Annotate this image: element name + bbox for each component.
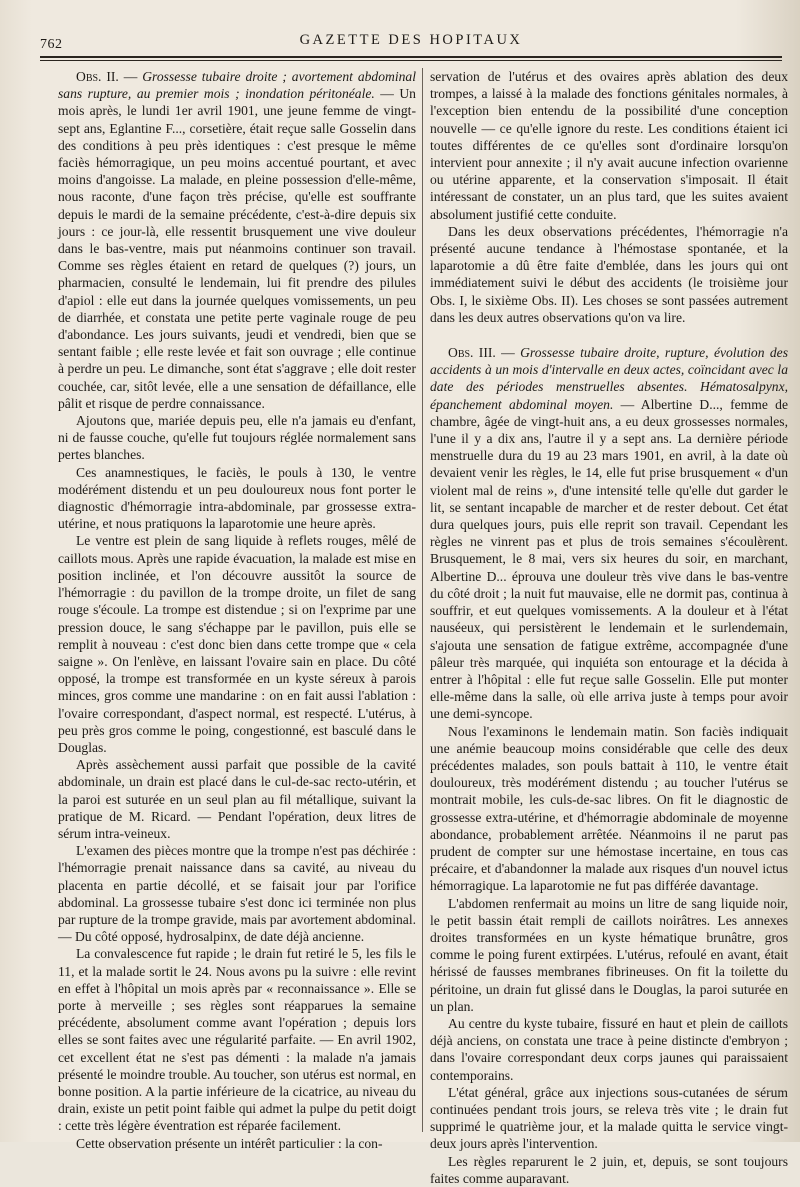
paragraph: L'abdomen renfermait au moins un litre de sang liquide noir, le petit bassin était rempli de caillots noirâtres. Les annexes droites transformées en un kyste hématique brunâtre, gros comme le poing furent extirpées. L'utérus, refoulé en avant, était hérissé de fausses membranes fibrineuses. On fit la toilette du péritoine, un drain fut glissé dans le Douglas, la paroi suturée en un plan. [430,895,788,1014]
observation-text: — Albertine D..., femme de chambre, âgée de vingt-huit ans, a eu deux grossesses normales, l'une il y a dix ans, l'autre il y a sept ans. La dernière période menstruelle dura du 19 au 23 mars 1901, en avril, à la date où devaient venir les règles, le 14, elle fut prise brusquement « d'un violent mal de reins », d'une intensité telle qu'elle dut garder le lit, se sentant incapable de marcher et de rester debout. Cet état dura quelques jours, puis elle reprit son travail. Cependant les règles ne vinrent pas et plus de trois semaines s'écoulèrent. Brusquement, le 8 mai, vers six heures du soir, en marchant, Albertine D... éprouva une douleur très vive dans le bas-ventre du côté droit ; la nuit fut mauvaise, elle ne dormit pas, continua à souffrir, et eut quelques vomissements. A la douleur et à l'état nauséeux, qui persistèrent le lendemain et le surlendemain, s'ajouta une sensation de fatigue extrême, accompagnée d'une pâleur très marquée, qui inquiéta son entourage et la décida à entrer à l'hôpital : elle fut reçue salle Gosselin. Elle put monter elle-même dans la salle, où elle arriva juste à temps pour avoir une demi-syncope. [430,396,788,722]
paragraph: Au centre du kyste tubaire, fissuré en haut et plein de caillots déjà anciens, on constata une trace à peine distincte d'embryon ; dans l'ovaire correspondant deux corps jaunes qui paraissaient contemporains. [430,1015,788,1083]
paragraph: Les règles reparurent le 2 juin, et, depuis, se sont toujours faites comme auparavant. [430,1153,788,1186]
page-number: 762 [40,37,63,52]
paragraph: Nous l'examinons le lendemain matin. Son faciès indiquait une anémie beaucoup moins considérable que celle des deux précédentes malades, son pouls battait à 110, le ventre était douloureux, très modérément distendu ; au toucher l'utérus se montrait mobile, les culs-de-sac libres. On fit le diagnostic de grossesse extra-utérine, et d'hémorragie abdominale de moyenne abondance, probablement arrêtée. Néanmoins il ne parut pas prudent de compter sur une hémostase incertaine, en tous cas précaire, et d'abandonner la malade aux risques d'un nouvel ictus hémorragique. La laparotomie ne fut pas différée davantage. [430,723,788,894]
paragraph: Le ventre est plein de sang liquide à reflets rouges, mêlé de caillots mous. Après une rapide évacuation, la malade est mise en position inclinée, et l'on découvre aussitôt la source de l'hémorragie : du pavillon de la trompe droite, un filet de sang rouge s'écoule. La trompe est distendue ; si on l'exprime par une pression douce, le sang s'échappe par le pavillon, puis elle se remplit à nouveau : c'est donc bien dans cette trompe que « cela saigne ». On l'enlève, en laissant l'ovaire sain en place. Du côté opposé, la trompe est transformée en un kyste séreux à parois minces, gros comme une mandarine : on en fait aussi l'ablation : l'ovaire correspondant, d'aspect normal, est respecté. L'utérus, à peu près gros comme le poing, congestionné, est basculé dans le Douglas. [58,533,416,755]
paragraph: Après assèchement aussi parfait que possible de la cavité abdominale, un drain est placé dans le cul-de-sac recto-utérin, et la paroi est suturée en un seul plan au fil métallique, suivant la pratique de M. Ricard. — Pendant l'opération, deux litres de sérum intra-veineux. [58,757,416,841]
observation-title: Grossesse tubaire droite ; avortement abdominal sans rupture, au premier mois ; inondation péritonéale. [58,69,416,102]
observation-label: Obs. III. [448,345,496,361]
observation-label: Obs. II. [76,69,119,84]
paragraph: L'état général, grâce aux injections sous-cutanées de sérum continuées pendant trois jours, se releva très vite ; le drain fut supprimé le quatrième jour, et la malade quitta le service vingt-deux jours après l'intervention. [430,1084,788,1152]
header-rule-thin [40,60,782,61]
observation-title: Grossesse tubaire droite, rupture, évolution des accidents à un mois d'intervalle en deux actes, coïncidant avec la date des périodes menstruelles absentes. Hématosalpynx, épanchement abdominal moyen. [430,345,788,412]
paragraph: Cette observation présente un intérêt particulier : la con- [76,1135,383,1151]
observation-paragraph: Obs. II. — Grossesse tubaire droite ; avortement abdominal sans rupture, au premier mois ; inondation péritonéale. — Un mois après, le lundi 1er avril 1901, une jeune femme de vingt-sept ans, Eglantine F..., corsetière, était reçue salle Gosselin dans des conditions à peu près identiques : c'est presque le même faciès hémorragique, un peu moins accentué pourtant, et avec moins d'angoisse. La malade, en pleine possession d'elle-même, nous raconte, d'une façon très précise, qu'elle est souffrante depuis le mardi de la semaine précédente, c'est-à-dire depuis six jours : ce jour-là, elle ressentit brusquement une vive douleur dans le bas-ventre, mais put néanmoins continuer son travail. Comme ses règles étaient en retard de quelques (?) jours, un pharmacien, consulté le lendemain, lui fit prendre des pilules d'apiol : elle eut dans la journée quelques vomissements, un peu de diarrhée, et constata une petite perte vaginale rouge de peu d'abondance. Les jours suivants, jeudi et vendredi, bien que se sentant faible ; elle reste levée et fait son ouvrage ; elle continue à perdre un peu. Le dimanche, sont état s'aggrave ; elle doit rester couchée, car, sitôt levée, elle a une sensation de défaillance, elle pâlit et risque de perdre connaissance. [58,69,416,411]
paragraph: Ajoutons que, mariée depuis peu, elle n'a jamais eu d'enfant, ni de fausse couche, qu'elle fut toujours réglée normalement sans pertes blanches. [58,413,416,463]
paragraph: Dans les deux observations précédentes, l'hémorragie n'a présenté aucune tendance à l'hémostase spontanée, et la laparotomie a dû être faite d'emblée, dans les jours qui ont immédiatement suivi le début des accidents (le troisième jour Obs. I, le sixième Obs. II). Les choses se sont passées autrement dans les deux autres observations qu'on va lire. [430,223,788,325]
right-column [430,68,788,1186]
journal-title: GAZETTE DES HOPITAUX [299,32,523,48]
paragraph: servation de l'utérus et des ovaires après ablation des deux trompes, a laissé à la malade des fonctions génitales normales, à l'exception bien entendu de la possibilité d'une conception nouvelle — ce qu'elle ignore du reste. Les conditions étaient ici toutes différentes de ce qu'elles sont d'ordinaire lorsqu'on intervient pour annexite ; il n'y avait aucune infection ovarienne ou utérine apparente, et la conservation s'imposait. Il était intéressant de constater, un an plus tard, que les suites avaient absolument justifié cette conduite. [430,69,788,222]
page-header [40,31,782,51]
paragraph: Ces anamnestiques, le faciès, le pouls à 130, le ventre modérément distendu et un peu douloureux nous font porter le diagnostic d'hémorragie intra-abdominale, par grossesse extra-utérine, et nous pratiquons la laparotomie une heure après. [58,464,416,532]
observation-text: — Un mois après, le lundi 1er avril 1901, une jeune femme de vingt-sept ans, Eglantine F..., corsetière, était reçue salle Gosselin dans des conditions à peu près identiques : c'est presque le même faciès hémorragique, un peu moins accentué pourtant, et avec moins d'angoisse. La malade, en pleine possession d'elle-même, nous raconte, d'une façon très précise, qu'elle est souffrante depuis le mardi de la semaine précédente, c'est-à-dire depuis six jours : ce jour-là, elle ressentit brusquement une vive douleur dans le bas-ventre, mais put néanmoins continuer son travail. Comme ses règles étaient en retard de quelques (?) jours, un pharmacien, consulté le lendemain, lui fit prendre des pilules d'apiol : elle eut dans la journée quelques vomissements, un peu de diarrhée, et constata une petite perte vaginale rouge de peu d'abondance. Les jours suivants, jeudi et vendredi, bien que se sentant faible ; elle reste levée et fait son ouvrage ; elle continue à perdre un peu. Le dimanche, sont état s'aggrave ; elle doit rester couchée, car, sitôt levée, elle a une sensation de défaillance, elle pâlit et risque de perdre connaissance. [58,86,416,411]
observation-paragraph: Obs. III. — Grossesse tubaire droite, rupture, évolution des accidents à un mois d'intervalle en deux actes, coïncidant avec la date des périodes menstruelles absentes. Hématosalpynx, épanchement abdominal moyen. — Albertine D..., femme de chambre, âgée de vingt-huit ans, a eu deux grossesses normales, l'une il y a dix ans, l'autre il y a sept ans. La dernière période menstruelle dura du 19 au 23 mars 1901, en avril, à la date où devaient venir les règles, le 14, elle fut prise brusquement « d'un violent mal de reins », d'une intensité telle qu'elle dut garder le lit, se sentant incapable de marcher et de rester debout. Cet état dura quelques jours, puis elle reprit son travail. Cependant les règles ne vinrent pas et plus de trois semaines s'écoulèrent. Brusquement, le 8 mai, vers six heures du soir, en marchant, Albertine D... éprouva une douleur très vive dans le bas-ventre du côté droit ; la nuit fut mauvaise, elle ne dormit pas, continua à souffrir, et eut quelques vomissements. A la douleur et à l'état nauséeux, qui persistèrent le lendemain et le surlendemain, s'ajouta une sensation de fatigue extrême, accompagnée d'une pâleur très marquée, qui inquiéta son entourage et la décida à entrer à l'hôpital : elle fut reçue salle Gosselin. Elle put monter elle-même dans la salle, où elle arriva juste à temps pour avoir une demi-syncope. [430,345,788,722]
header-rule-thick [40,56,782,58]
paragraph: La convalescence fut rapide ; le drain fut retiré le 5, les fils le 11, et la malade sortit le 24. Nous avons pu la suivre : elle revint en effet à l'hôpital un mois après par « reconnaissance ». Elle se porte à merveille ; ses règles sont réapparues la semaine précédente, absolument comme avant l'opération ; depuis lors elles se sont faites avec une régularité parfaite. — En avril 1902, cet excellent état ne s'est pas démenti : la malade n'a jamais présenté le moindre trouble. Au toucher, son utérus est normal, en bonne position. A la partie inférieure de la cicatrice, au niveau du drain, existe un petit point faible qui admet la pulpe du petit doigt : cette très légère éventration est réparée facilement. [58,946,416,1134]
left-column [58,68,416,1151]
column-divider [422,68,423,1132]
paragraph: L'examen des pièces montre que la trompe n'est pas déchirée : l'hémorragie prenait naissance dans sa cavité, au niveau du placenta en partie décollé, et se faisait jour par l'orifice abdominal. La grossesse tubaire s'est donc ici terminée non plus par rupture de la trompe gravide, mais par avortement abdominal. — Du côté opposé, hydrosalpinx, de date déjà ancienne. [58,843,416,945]
